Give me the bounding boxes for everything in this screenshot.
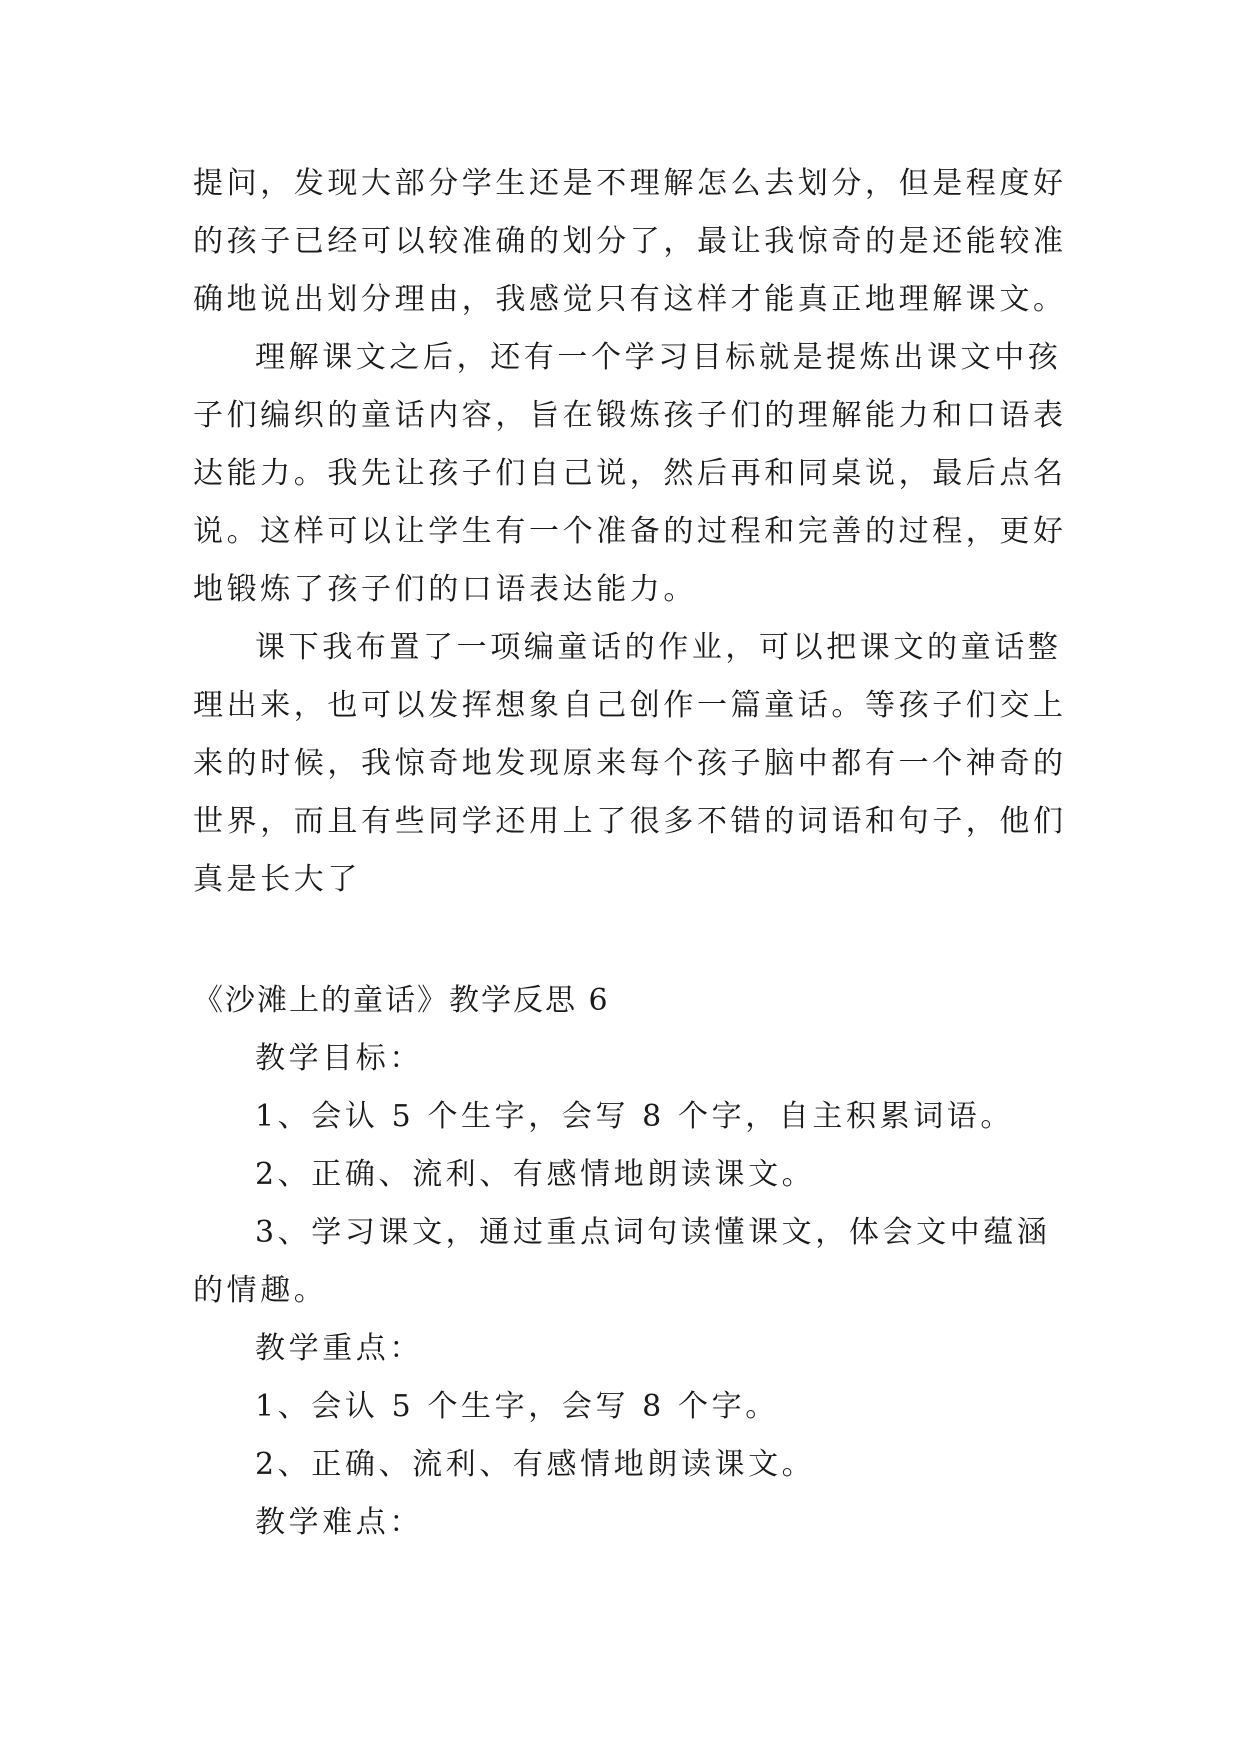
- objectives-label: 教学目标：: [255, 1041, 423, 1076]
- paragraph-line: 提问，发现大部分学生还是不理解怎么去划分，但是程度好: [193, 166, 1067, 201]
- key-points-label: 教学重点：: [255, 1331, 423, 1366]
- paragraph-line: 子们编织的童话内容，旨在锻炼孩子们的理解能力和口语表: [193, 398, 1067, 433]
- paragraph-line: 的孩子已经可以较准确的划分了，最让我惊奇的是还能较准: [193, 224, 1067, 259]
- objective-item: 1、会认 5 个生字，会写 8 个字，自主积累词语。: [255, 1099, 1015, 1134]
- key-point-item: 1、会认 5 个生字，会写 8 个字。: [255, 1389, 779, 1424]
- paragraph-line: 课下我布置了一项编童话的作业，可以把课文的童话整: [255, 630, 1062, 665]
- paragraph-line: 真是长大了: [193, 862, 361, 897]
- paragraph-line: 世界，而且有些同学还用上了很多不错的词语和句子，他们: [193, 804, 1067, 839]
- objective-item: 2、正确、流利、有感情地朗读课文。: [255, 1157, 816, 1192]
- paragraph-line: 来的时候，我惊奇地发现原来每个孩子脑中都有一个神奇的: [193, 746, 1067, 781]
- paragraph-line: 地锻炼了孩子们的口语表达能力。: [193, 572, 697, 607]
- key-point-item: 2、正确、流利、有感情地朗读课文。: [255, 1447, 816, 1482]
- paragraph-line: 确地说出划分理由，我感觉只有这样才能真正地理解课文。: [193, 282, 1067, 317]
- paragraph-line: 达能力。我先让孩子们自己说，然后再和同桌说，最后点名: [193, 456, 1067, 491]
- objective-item: 3、学习课文，通过重点词句读懂课文，体会文中蕴涵: [255, 1215, 1051, 1250]
- objective-item-continuation: 的情趣。: [193, 1273, 328, 1308]
- section-title: 《沙滩上的童话》教学反思 6: [193, 983, 610, 1018]
- paragraph-line: 说。这样可以让学生有一个准备的过程和完善的过程，更好: [193, 514, 1067, 549]
- difficulties-label: 教学难点：: [255, 1505, 423, 1540]
- paragraph-line: 理解课文之后，还有一个学习目标就是提炼出课文中孩: [255, 340, 1062, 375]
- paragraph-line: 理出来，也可以发挥想象自己创作一篇童话。等孩子们交上: [193, 688, 1067, 723]
